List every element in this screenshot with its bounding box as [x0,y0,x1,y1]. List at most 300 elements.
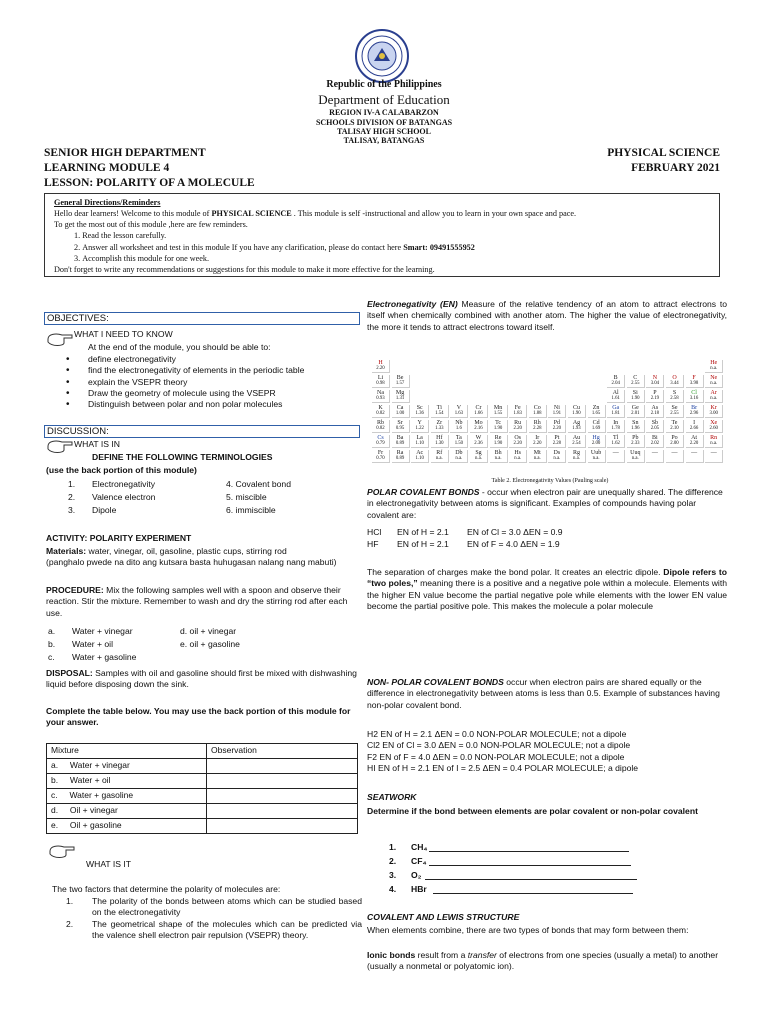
nonpolar-paragraph: NON- POLAR COVALENT BONDS occur when electron pairs are shared equally or the difference in electronegativity between atoms is less than 0.5. Example of substances having non-polar covalent bond. [367,677,720,710]
element-symbol: Mg [395,390,405,396]
activity-materials: Materials: water, vinegar, oil, gasoline, plastic cups, stirring rod (panghalo pwede na dito ang kutsara basta huhugasan nalang nang mabuti) [46,546,337,568]
element-en-value: 2.54 [572,441,581,447]
example-line: H2 EN of H = 2.1 ΔEN = 0.0 NON-POLAR MOLECULE; not a dipole [367,729,627,739]
element-symbol: B [613,375,618,381]
example-line: HI EN of H = 2.1 EN of I = 2.5 ΔEN = 0.4 POLAR MOLECULE; a dipole [367,763,639,774]
element-symbol: Ni [553,405,560,411]
element-cell [490,405,508,418]
element-cell [529,405,547,418]
element-en-value: 2.20 [513,426,522,432]
element-cell [686,420,704,433]
direction-item: 3. Accomplish this module for one week. [74,253,710,264]
element-cell [705,405,723,418]
table-header-row [47,744,358,759]
element-symbol: Xe [710,420,718,426]
element-symbol: Pd [553,420,561,426]
what-is-it: WHAT IS IT [86,859,132,869]
element-cell [646,375,664,388]
objectives-list [62,354,362,411]
element-symbol: Rb [376,420,384,426]
element-en-value: 0.89 [395,456,405,462]
element-symbol: Hg [592,435,600,441]
table-row: e. Oil + gasoline [47,819,358,834]
element-en-value: 1.91 [552,411,562,417]
school: TALISAY HIGH SCHOOL [337,126,431,136]
element-cell [607,435,625,448]
answer-blank[interactable] [433,893,633,894]
element-symbol: Nb [455,420,463,426]
element-symbol: Al [612,390,619,396]
element-symbol: Tc [495,420,502,426]
element-en-value: 2.02 [650,441,660,447]
element-en-value: 1.93 [572,426,581,432]
element-cell [372,450,390,463]
element-cell [627,390,645,403]
directions-line-2: To get the most out of this module ,here are few reminders. [54,220,248,230]
element-cell [686,375,704,388]
observation-table [46,743,358,834]
element-symbol: V [456,405,462,411]
element-symbol: Li [377,375,384,381]
element-en-value: 2.20 [376,366,385,372]
element-en-value: n.a. [710,366,718,372]
element-symbol: Na [377,390,384,396]
element-en-value: 1.62 [611,441,620,447]
element-cell [568,420,586,433]
element-symbol: Cu [572,405,580,411]
element-cell [509,450,527,463]
element-cell [705,435,723,448]
element-cell [607,375,625,388]
element-symbol: Uuq [630,450,641,456]
element-cell [705,375,723,388]
element-cell [646,435,664,448]
element-symbol: H [378,360,383,366]
element-en-value: 1.55 [493,411,503,417]
element-en-value: n.a. [710,396,718,402]
element-en-value: 3.98 [689,381,699,387]
element-cell [686,390,704,403]
factor-item: 1. The polarity of the bonds between atoms which can be studied based on the electronegativity [66,896,362,918]
element-cell [490,435,508,448]
dept-label: SENIOR HIGH DEPARTMENT [44,147,206,159]
element-cell [666,390,684,403]
element-symbol: Sg [475,450,482,456]
element-cell [450,435,468,448]
element-symbol: Bh [494,450,502,456]
element-cell [411,450,429,463]
term: 4. Covalent bond [226,479,291,489]
element-symbol: Ar [710,390,717,396]
element-en-value: 0.93 [376,396,385,402]
element-cell [372,375,390,388]
hand-pointer-icon [48,842,76,860]
observation-cell[interactable] [207,789,358,804]
module-meta-left [44,146,255,191]
deped-seal-logo [354,28,410,84]
element-symbol: As [651,405,659,411]
element-en-value: n.a. [592,456,600,462]
element-symbol: C [633,375,638,381]
element-symbol: Tl [613,435,619,441]
element-cell [705,420,723,433]
element-symbol: Ra [396,450,404,456]
element-cell [372,420,390,433]
element-symbol: — [710,450,717,456]
element-cell [548,405,566,418]
objective-item: • find the electronegativity of elements in the periodic table [62,365,362,376]
element-symbol: Sb [651,420,659,426]
element-en-value: n.a. [475,456,482,462]
element-en-value: n.a. [573,456,580,462]
element-en-value: 1.22 [415,426,424,432]
element-symbol: Zn [592,405,600,411]
element-cell [470,450,488,463]
covalent-lewis-title: COVALENT AND LEWIS STRUCTURE [367,912,520,922]
element-en-value: n.a. [631,456,639,462]
direction-item: 2. Answer all worksheet and test in this module If you have any clarification, please do contact here Smart: 09491555952 [74,242,710,253]
element-cell [509,435,527,448]
element-en-value: 2.58 [670,396,679,402]
element-cell [372,435,390,448]
element-en-value: n.a. [553,456,561,462]
element-en-value: 2.19 [650,396,660,402]
element-symbol: — [691,450,698,456]
element-symbol: Zr [436,420,443,426]
covalent-lewis-intro: When elements combine, there are two types of bonds that may form between them: [367,925,689,935]
element-symbol: Ca [396,405,404,411]
element-cell [627,450,645,463]
element-en-value: 2.20 [689,441,699,447]
element-cell [411,435,429,448]
element-cell [470,420,488,433]
element-cell [607,390,625,403]
element-symbol: Ge [631,405,639,411]
element-symbol: Mt [533,450,541,456]
element-en-value: 1.10 [415,441,424,447]
objective-item: • define electronegativity [62,354,362,365]
element-cell [646,420,664,433]
nonpolar-examples [367,729,727,774]
element-en-value: 1.00 [395,411,405,417]
objective-item: • Distinguish between polar and non polar molecules [62,399,362,410]
element-cell [666,435,684,448]
element-cell [588,450,606,463]
element-cell [411,405,429,418]
element-cell [392,405,410,418]
element-cell [431,450,449,463]
element-en-value: 1.90 [493,441,503,447]
element-en-value: 2.66 [689,426,699,432]
element-cell [607,420,625,433]
element-cell [490,420,508,433]
element-en-value: 2.04 [611,381,620,387]
element-en-value: n.a. [494,456,502,462]
element-symbol: Hs [514,450,522,456]
element-en-value: 0.95 [395,426,405,432]
element-en-value: 2.10 [670,426,679,432]
answer-blank[interactable] [425,879,637,880]
element-en-value: n.a. [514,456,522,462]
element-en-value: 1.65 [591,411,601,417]
element-en-value: 1.36 [415,411,424,417]
element-cell [627,375,645,388]
element-symbol: Ag [572,420,581,426]
element-symbol: La [416,435,423,441]
date-label: FEBRUARY 2021 [631,161,720,174]
observation-cell[interactable] [207,759,358,774]
answer-blank[interactable] [429,865,631,866]
element-cell [450,405,468,418]
element-symbol: Sc [416,405,423,411]
answer-blank[interactable] [429,851,629,852]
element-cell [470,405,488,418]
element-en-value: 1.10 [415,456,424,462]
element-symbol: Y [417,420,422,426]
element-cell [509,405,527,418]
element-cell [372,360,390,373]
element-en-value: 2.20 [533,441,542,447]
element-en-value: 1.69 [591,426,601,432]
element-en-value: n.a. [710,441,718,447]
element-cell [666,405,684,418]
element-cell [705,360,723,373]
element-cell [607,405,625,418]
element-cell [607,450,625,463]
element-en-value: 1.57 [395,381,405,387]
element-en-value: 2.20 [552,426,562,432]
element-symbol: Fr [377,450,384,456]
element-en-value: 2.36 [474,441,483,447]
element-symbol: At [691,435,698,441]
element-en-value: 1.6 [455,426,462,432]
element-cell [588,405,606,418]
element-en-value: 3.00 [709,411,718,417]
element-en-value: 2.00 [670,441,679,447]
element-en-value: 1.33 [435,426,444,432]
objectives-intro: At the end of the module, you should be able to: [88,342,271,352]
element-cell [490,450,508,463]
factors-list [66,896,362,941]
observation-cell[interactable] [207,804,358,819]
element-en-value: n.a. [710,381,718,387]
element-en-value: 1.90 [631,396,640,402]
table-row: a. Water + vinegar [47,759,358,774]
terms-list: 1. Electronegativity 4. Covalent bond 2. Valence electron 5. miscible 3. Dipole 6. immiscible [68,479,291,515]
complete-table-instruction: Complete the table below. You may use the back portion of this module for your answer. [46,706,351,728]
element-cell [392,375,410,388]
element-symbol: Ru [514,420,522,426]
element-cell [548,450,566,463]
element-en-value: 1.63 [454,411,464,417]
element-en-value: n.a. [533,456,541,462]
element-symbol: O [672,375,677,381]
element-symbol: F [692,375,696,381]
element-cell [411,420,429,433]
term: Valence electron [92,492,156,502]
element-cell [392,420,410,433]
division: SCHOOLS DIVISION OF BATANGAS [315,117,453,127]
table-caption: Table 2. Electronegativity Values (Pauling scale) [491,478,609,484]
seatwork-items: 1. CH₄ 2. CF₄ 3. O₂ 4. HBr [367,842,727,898]
hand-pointer-icon [46,330,74,348]
element-en-value: 1.61 [611,396,620,402]
town: TALISAY, BATANGAS [343,135,425,145]
element-cell [568,435,586,448]
element-cell [646,390,664,403]
element-en-value: 0.82 [376,411,385,417]
element-cell [529,435,547,448]
element-symbol: Uub [590,450,602,456]
term: 6. immiscible [226,505,276,515]
element-symbol: Fe [514,405,521,411]
example-line: F2 EN of F = 4.0 ΔEN = 0.0 NON-POLAR MOLECULE; not a dipole [367,751,625,762]
element-cell [705,390,723,403]
table-row: c. Water + gasoline [47,789,358,804]
element-symbol: In [613,420,619,426]
element-cell [568,405,586,418]
element-cell [686,435,704,448]
element-symbol: Ga [612,405,620,411]
what-is-it-intro: The two factors that determine the polarity of molecules are: [52,884,281,894]
element-symbol: He [710,360,718,366]
element-en-value: 0.98 [376,381,385,387]
region: REGION IV-A CALABARZON [329,108,439,118]
element-en-value: 2.16 [474,426,483,432]
element-symbol: Au [572,435,581,441]
polar-covalent-text: POLAR COVALENT BONDS - occur when electron pair are unequally shared. The difference in electronegativity between atoms is significant. Examples of compounds having polar covalent are: [367,487,723,520]
factor-item: 2. The geometrical shape of the molecules which can be predicted via the valence shell electron pair repulsion (VSEPR) theory. [66,918,362,941]
module-meta-right [607,146,720,176]
element-symbol: Re [494,435,502,441]
element-cell [627,420,645,433]
element-en-value: 2.20 [513,441,522,447]
element-symbol: P [653,390,657,396]
column-header: Observation [207,744,358,759]
element-cell [686,405,704,418]
seatwork-question: Determine if the bond between elements are polar covalent or non-polar covalent [367,806,698,816]
element-cell [666,450,684,463]
element-cell [568,450,586,463]
element-cell [372,390,390,403]
element-en-value: 0.70 [376,456,385,462]
element-symbol: Sn [632,420,639,426]
element-cell [372,405,390,418]
element-en-value: 2.18 [650,411,660,417]
element-cell [450,420,468,433]
discussion-heading: DISCUSSION: [44,425,360,438]
element-en-value: 2.05 [650,426,660,432]
element-cell [392,450,410,463]
element-en-value: 3.04 [650,381,660,387]
element-en-value: n.a. [455,456,463,462]
element-symbol: — [612,450,619,456]
element-cell [392,435,410,448]
element-symbol: Mo [474,420,483,426]
example-line: Cl2 EN of Cl = 3.0 ΔEN = 0.0 NON-POLAR MOLECULE; not a dipole [367,740,631,751]
element-cell [529,420,547,433]
element-cell [666,420,684,433]
element-symbol: Te [671,420,678,426]
element-symbol: Bi [652,435,658,441]
element-symbol: I [693,420,696,426]
element-symbol: Ac [416,450,424,456]
element-symbol: — [651,450,658,456]
element-cell [470,435,488,448]
element-symbol: Pb [632,435,639,441]
what-is-in: WHAT IS IN [74,439,120,449]
mix-list: a. Water + vinegar d. oil + vinegar b. Water + oil e. oil + gasoline c. Water + gasoline [48,626,240,662]
element-symbol: Db [455,450,463,456]
element-symbol: Se [671,405,678,411]
element-symbol: Ne [710,375,718,381]
back-portion-note: (use the back portion of this module) [46,465,197,475]
electronegativity-definition: Electronegativity (EN) Measure of the relative tendency of an atom to attract electrons to itself when chemically combined with another atom. The higher the value of electronegativity, the more it tends to attract electrons toward itself. [367,299,727,332]
activity-title: ACTIVITY: POLARITY EXPERIMENT [46,533,192,543]
element-cell [431,435,449,448]
element-symbol: Rh [533,420,541,426]
element-cell [627,405,645,418]
element-symbol: Hf [436,435,443,441]
element-symbol: S [672,390,677,396]
element-cell [646,405,664,418]
element-cell [431,420,449,433]
element-cell [529,450,547,463]
element-en-value: 1.96 [631,426,640,432]
element-en-value: 1.66 [474,411,483,417]
element-symbol: Rg [572,450,580,456]
element-en-value: 0.82 [376,426,385,432]
element-en-value: 2.00 [591,441,601,447]
element-en-value: n.a. [435,456,443,462]
element-cell [548,435,566,448]
table-row: d. Oil + vinegar [47,804,358,819]
element-symbol: Sr [397,420,403,426]
element-symbol: Br [691,405,698,411]
term: Electronegativity [92,479,156,489]
observation-cell[interactable] [207,774,358,789]
element-symbol: N [652,375,658,381]
element-cell [450,450,468,463]
element-cell [431,405,449,418]
module-label: LEARNING MODULE 4 [44,161,170,174]
element-en-value: 1.31 [395,396,405,402]
element-symbol: Ir [535,435,540,441]
element-symbol: Cr [475,405,482,411]
element-symbol: Cd [592,420,600,426]
element-en-value: 2.01 [631,411,640,417]
general-directions-box [44,193,720,277]
department: Department of Education [318,92,450,108]
element-cell [646,450,664,463]
element-en-value: 2.28 [533,426,542,432]
subject-label: PHYSICAL SCIENCE [607,147,720,159]
element-symbol: Mn [493,405,503,411]
element-symbol: — [671,450,678,456]
element-en-value: 2.33 [631,441,640,447]
what-i-need-to-know: WHAT I NEED TO KNOW [74,329,173,339]
element-cell [686,450,704,463]
element-en-value: 1.50 [454,441,464,447]
directions-line-1: Hello dear learners! Welcome to this module of PHYSICAL SCIENCE . This module is self -instructional and allow you to learn in your own space and pace. [54,209,577,219]
define-terms-title: DEFINE THE FOLLOWING TERMINOLOGIES [92,452,273,462]
polar-examples: HCl EN of H = 2.1 EN of Cl = 3.0 ΔEN = 0.9 HF EN of H = 2.1 EN of F = 4.0 ΔEN = 1.9 [367,527,563,549]
seatwork-title: SEATWORK [367,792,417,802]
observation-cell[interactable] [207,819,358,834]
element-cell [588,435,606,448]
element-symbol: Rf [436,450,443,456]
element-symbol: Be [396,375,404,381]
